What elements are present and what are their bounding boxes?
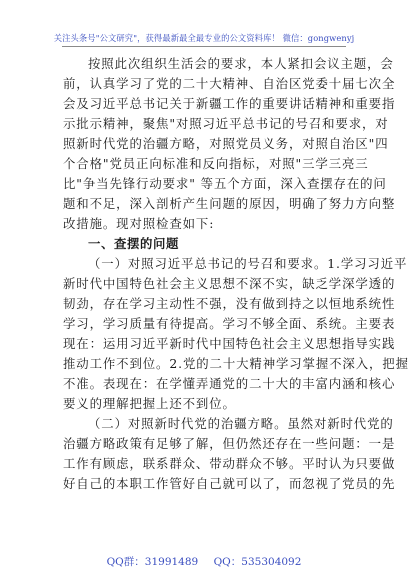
body-line: 比"争当先锋行动要求" 等五个方面，深入查摆存在的问 bbox=[63, 176, 387, 191]
page-footer bbox=[0, 554, 408, 569]
body-line: 韧劲，存在学习主动性不强，没有做到持之以恒地系统性 bbox=[63, 296, 396, 311]
body-line: 工作有顾虑，联系群众、带动群众不够。平时认为只要做 bbox=[63, 456, 396, 471]
body-line: （一）对照习近平总书记的号召和要求。1.学习习近平 bbox=[88, 256, 408, 271]
body-line: 要义的理解把握上还不到位。 bbox=[63, 396, 236, 411]
body-line: 推动工作不到位。2.党的二十大精神学习掌握不深入，把握 bbox=[63, 356, 409, 371]
document-body bbox=[63, 54, 409, 494]
body-line: 好自己的本职工作管好自己就可以了，而忽视了党员的先 bbox=[63, 476, 396, 491]
header-divider bbox=[62, 46, 346, 47]
body-line: 会及习近平总书记关于新疆工作的重要讲话精神和重要指 bbox=[63, 96, 396, 111]
footer-qq-number: QQ：535304092 bbox=[213, 556, 302, 568]
body-line: 按照此次组织生活会的要求，本人紧扣会议主题，会 bbox=[88, 56, 394, 71]
body-line: 题和不足，深入剖析产生问题的原因，明确了努力方向整 bbox=[63, 196, 396, 211]
body-line: 不准。表现在：在学懂弄通党的二十大的丰富内涵和核心 bbox=[63, 376, 396, 391]
body-line: 个合格"党员正向标准和反向指标，对照"三学三亮三 bbox=[63, 156, 369, 171]
body-line: （二）对照新时代党的治疆方略。虽然对新时代党的 bbox=[88, 416, 394, 431]
body-line: 前，认真学习了党的二十大精神、自治区党委十届七次全 bbox=[63, 76, 396, 91]
body-line: 治疆方略政策有足够了解，但仍然还存在一些问题：一是 bbox=[63, 436, 396, 451]
body-line: 现在：运用习近平新时代中国特色社会主义思想指导实践 bbox=[63, 336, 396, 351]
section-heading: 一、查摆的问题 bbox=[88, 236, 179, 251]
body-line: 新时代中国特色社会主义思想不深不实，缺乏学深学透的 bbox=[63, 276, 396, 291]
body-line: 照新时代党的治疆方略，对照党员义务，对照自治区"四 bbox=[63, 136, 389, 151]
page-header-notice: 关注头条号"公文研究"，获得最新最全最专业的公文资料库！ 微信：gongwenyj bbox=[53, 33, 355, 43]
footer-qq-group: QQ群：31991489 bbox=[106, 556, 199, 568]
body-line: 改措施。现对照检查如下: bbox=[63, 216, 215, 231]
body-line: 学习，学习质量有待提高。学习不够全面、系统。主要表 bbox=[63, 316, 396, 331]
body-line: 示批示精神，聚焦"对照习近平总书记的号召和要求，对 bbox=[63, 116, 389, 131]
